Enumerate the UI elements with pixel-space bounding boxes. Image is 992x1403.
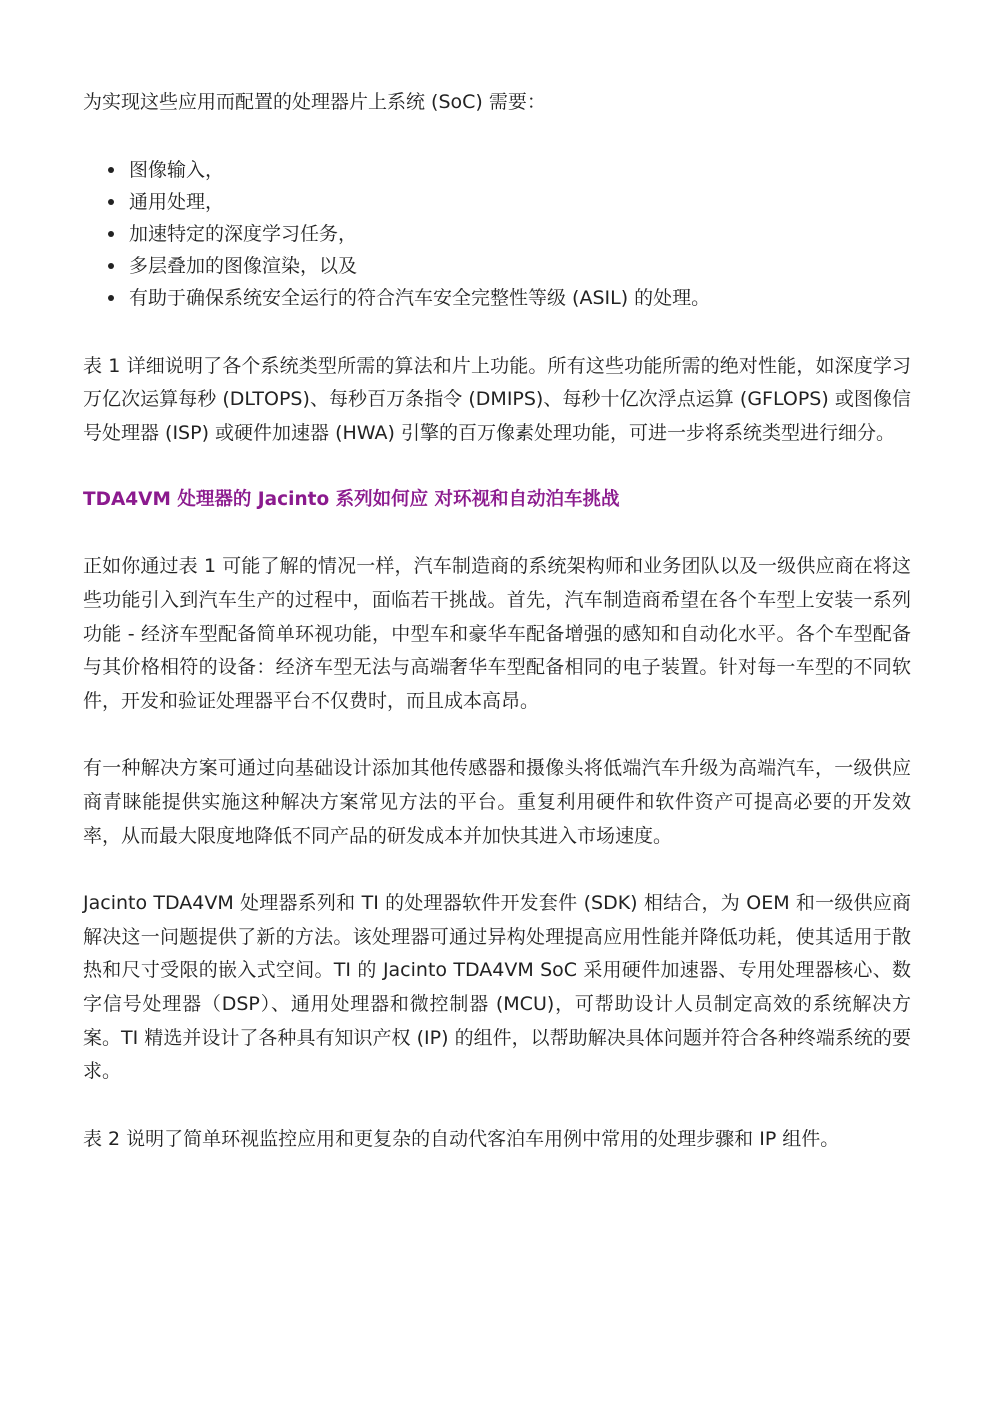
bullet-icon bbox=[108, 231, 114, 237]
jacinto-paragraph: Jacinto TDA4VM 处理器系列和 TI 的处理器软件开发套件 (SDK) 相结合，为 OEM 和一级供应商解决这一问题提供了新的方法。该处理器可通过异构处理提高应用性能并降低功耗，使其适用于散热和尺寸受限的嵌入式空间。TI 的 Jacinto TDA4VM SoC 采用硬件加速器、专用处理器核心、数字信号处理器（DSP）、通用处理器和微控制器 (MCU)，可帮助设计人员制定高效的系统解决方案。TI 精选并设计了各种具有知识产权 (IP) 的组件，以帮助解决具体问题并符合各种终端系统的要求。 bbox=[83, 892, 911, 1083]
bullet-icon bbox=[108, 199, 114, 205]
bullet-icon bbox=[108, 167, 114, 173]
requirements-list bbox=[83, 154, 911, 315]
solution-paragraph: 有一种解决方案可通过向基础设计添加其他传感器和摄像头将低端汽车升级为高端汽车，一级供应商青睐能提供实施这种解决方案常见方法的平台。重复利用硬件和软件资产可提高必要的开发效率，从而最大限度地降低不同产品的研发成本并加快其进入市场速度。 bbox=[83, 757, 911, 847]
list-item-text: 通用处理， bbox=[129, 190, 225, 213]
list-item bbox=[83, 154, 911, 186]
intro-paragraph: 为实现这些应用而配置的处理器片上系统 (SoC) 需要： bbox=[83, 91, 546, 113]
list-item bbox=[83, 282, 911, 314]
list-item bbox=[83, 218, 911, 250]
article-body bbox=[83, 86, 911, 1156]
bullet-icon bbox=[108, 263, 114, 269]
list-item bbox=[83, 186, 911, 218]
list-item bbox=[83, 250, 911, 282]
bullet-icon bbox=[108, 295, 114, 301]
table1-paragraph: 表 1 详细说明了各个系统类型所需的算法和片上功能。所有这些功能所需的绝对性能，如深度学习万亿次运算每秒 (DLTOPS)、每秒百万条指令 (DMIPS)、每秒十亿次浮点运算 (GFLOPS) 或图像信号处理器 (ISP) 或硬件加速器 (HWA) 引擎的百万像素处理功能，可进一步将系统类型进行细分。 bbox=[83, 354, 911, 444]
challenges-paragraph: 正如你通过表 1 可能了解的情况一样，汽车制造商的系统架构师和业务团队以及一级供应商在将这些功能引入到汽车生产的过程中，面临若干挑战。首先，汽车制造商希望在各个车型上安装一系列功能 - 经济车型配备简单环视功能，中型车和豪华车配备增强的感知和自动化水平。各个车型配备与其价格相符的设备：经济车型无法与高端奢华车型配备相同的电子装置。针对每一车型的不同软件，开发和验证处理器平台不仅费时，而且成本高昂。 bbox=[83, 555, 911, 712]
list-item-text: 多层叠加的图像渲染，以及 bbox=[129, 255, 358, 278]
list-item-text: 有助于确保系统安全运行的符合汽车安全完整性等级 (ASIL) 的处理。 bbox=[129, 287, 711, 310]
list-item-text: 加速特定的深度学习任务， bbox=[129, 223, 358, 245]
list-item-text: 图像输入， bbox=[129, 158, 225, 181]
section-heading: TDA4VM 处理器的 Jacinto 系列如何应 对环视和自动泊车挑战 bbox=[83, 489, 620, 511]
table2-paragraph: 表 2 说明了简单环视监控应用和更复杂的自动代客泊车用例中常用的处理步骤和 IP 组件。 bbox=[83, 1127, 840, 1150]
